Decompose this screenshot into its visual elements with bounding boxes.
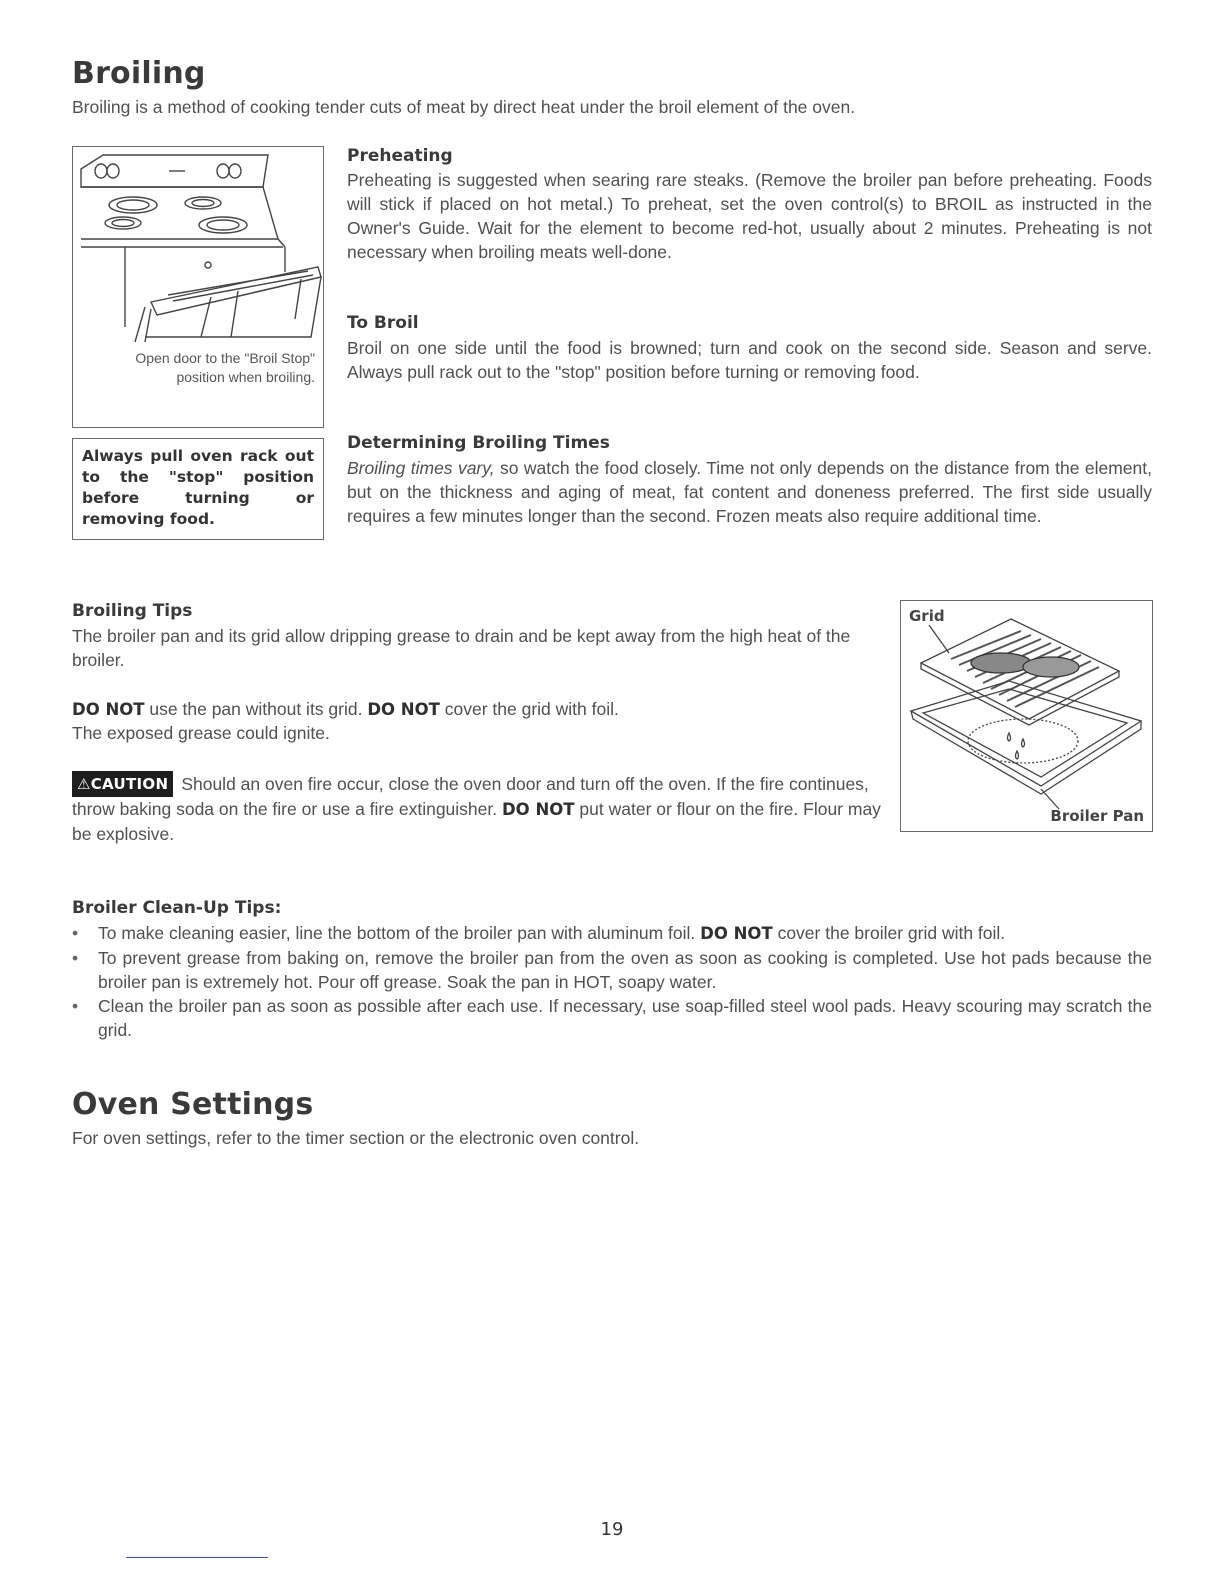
caution-text-2: put water or flour on the fire. Flour may be explosive. <box>72 799 881 844</box>
cleanup-list <box>72 921 1152 1042</box>
foil-warning <box>72 697 882 722</box>
rack-note-text: Always pull oven rack out to the "stop" position before turning or removing food. <box>82 447 314 528</box>
grease-warning: The exposed grease could ignite. <box>72 723 330 743</box>
oven-settings-title: Oven Settings <box>72 1087 314 1122</box>
broiling-title: Broiling <box>72 56 206 91</box>
warning-part-1: use the pan without its grid. <box>144 699 368 719</box>
figure-caption: Open door to the "Broil Stop" position when broiling. <box>135 350 315 385</box>
caution-label: CAUTION <box>90 775 169 793</box>
times-text: so watch the food closely. Time not only depends on the distance from the element, but on the thickness and aging of meat, fat content and doneness preferred. The first side usually requires a few minutes longer than the second. Frozen meats also require additional time. <box>347 458 1152 526</box>
grid-label: Grid <box>909 607 945 625</box>
times-emphasis: Broiling times vary, <box>347 458 495 478</box>
caution-badge <box>72 771 173 797</box>
do-not-1: DO NOT <box>72 700 145 719</box>
cleanup-item: • To prevent grease from baking on, remove the broiler pan from the oven as soon as cooking is completed. Use hot pads because the broiler pan is extremely hot. Pour off grease. Soak the pan in HOT, soapy water. <box>72 946 1152 994</box>
times-paragraph <box>347 456 1152 528</box>
do-not-2: DO NOT <box>367 700 440 719</box>
preheating-text: Preheating is suggested when searing rare steaks. (Remove the broiler pan before preheating. Foods will stick if placed on hot metal.) To preheat, set the oven control(s) to BROIL as instructed in the Owner's Guide. Wait for the element to become red-hot, usually about 2 minutes. Preheating is not necessary when broiling meats well-done. <box>347 170 1152 262</box>
oven-settings-text: For oven settings, refer to the timer section or the electronic oven control. <box>72 1128 640 1148</box>
page-number: 19 <box>600 1519 624 1540</box>
cleanup-item: • Clean the broiler pan as soon as possible after each use. If necessary, use soap-filled steel wool pads. Heavy scouring may scratch the grid. <box>72 994 1152 1042</box>
do-not-3: DO NOT <box>501 800 575 819</box>
broiling-tips-heading: Broiling Tips <box>72 601 193 621</box>
do-not-4: DO NOT <box>700 924 773 943</box>
preheating-heading: Preheating <box>347 146 453 166</box>
caution-text-1: Should an oven fire occur, close the oven door and turn off the oven. If the fire continues, throw baking soda on the fire or use a fire extinguisher. <box>72 774 869 819</box>
warning-part-2: cover the grid with foil. <box>439 699 619 719</box>
to-broil-heading: To Broil <box>347 313 419 333</box>
broiler-pan-illustration-icon <box>901 601 1152 831</box>
broiler-pan-label: Broiler Pan <box>1050 807 1144 825</box>
broiling-intro: Broiling is a method of cooking tender cuts of meat by direct heat under the broil element of the oven. <box>72 97 856 117</box>
rack-note-box <box>72 438 324 540</box>
times-heading: Determining Broiling Times <box>347 433 610 453</box>
range-illustration-icon <box>73 147 323 347</box>
caution-paragraph <box>72 771 882 846</box>
broiler-pan-figure <box>900 600 1153 832</box>
cleanup-item <box>72 921 1152 946</box>
cleanup-item-1b: cover the broiler grid with foil. <box>772 923 1006 943</box>
broiling-tips-text: The broiler pan and its grid allow dripping grease to drain and be kept away from the high heat of the broiler. <box>72 626 851 670</box>
footer-rule <box>126 1557 268 1558</box>
oven-door-figure <box>72 146 324 428</box>
cleanup-item-1a: To make cleaning easier, line the bottom of the broiler pan with aluminum foil. <box>98 923 701 943</box>
to-broil-text: Broil on one side until the food is browned; turn and cook on the second side. Season and serve. Always pull rack out to the "stop" position before turning or removing food. <box>347 338 1152 382</box>
warning-triangle-icon: ⚠ <box>77 775 91 793</box>
cleanup-heading: Broiler Clean-Up Tips: <box>72 898 282 918</box>
